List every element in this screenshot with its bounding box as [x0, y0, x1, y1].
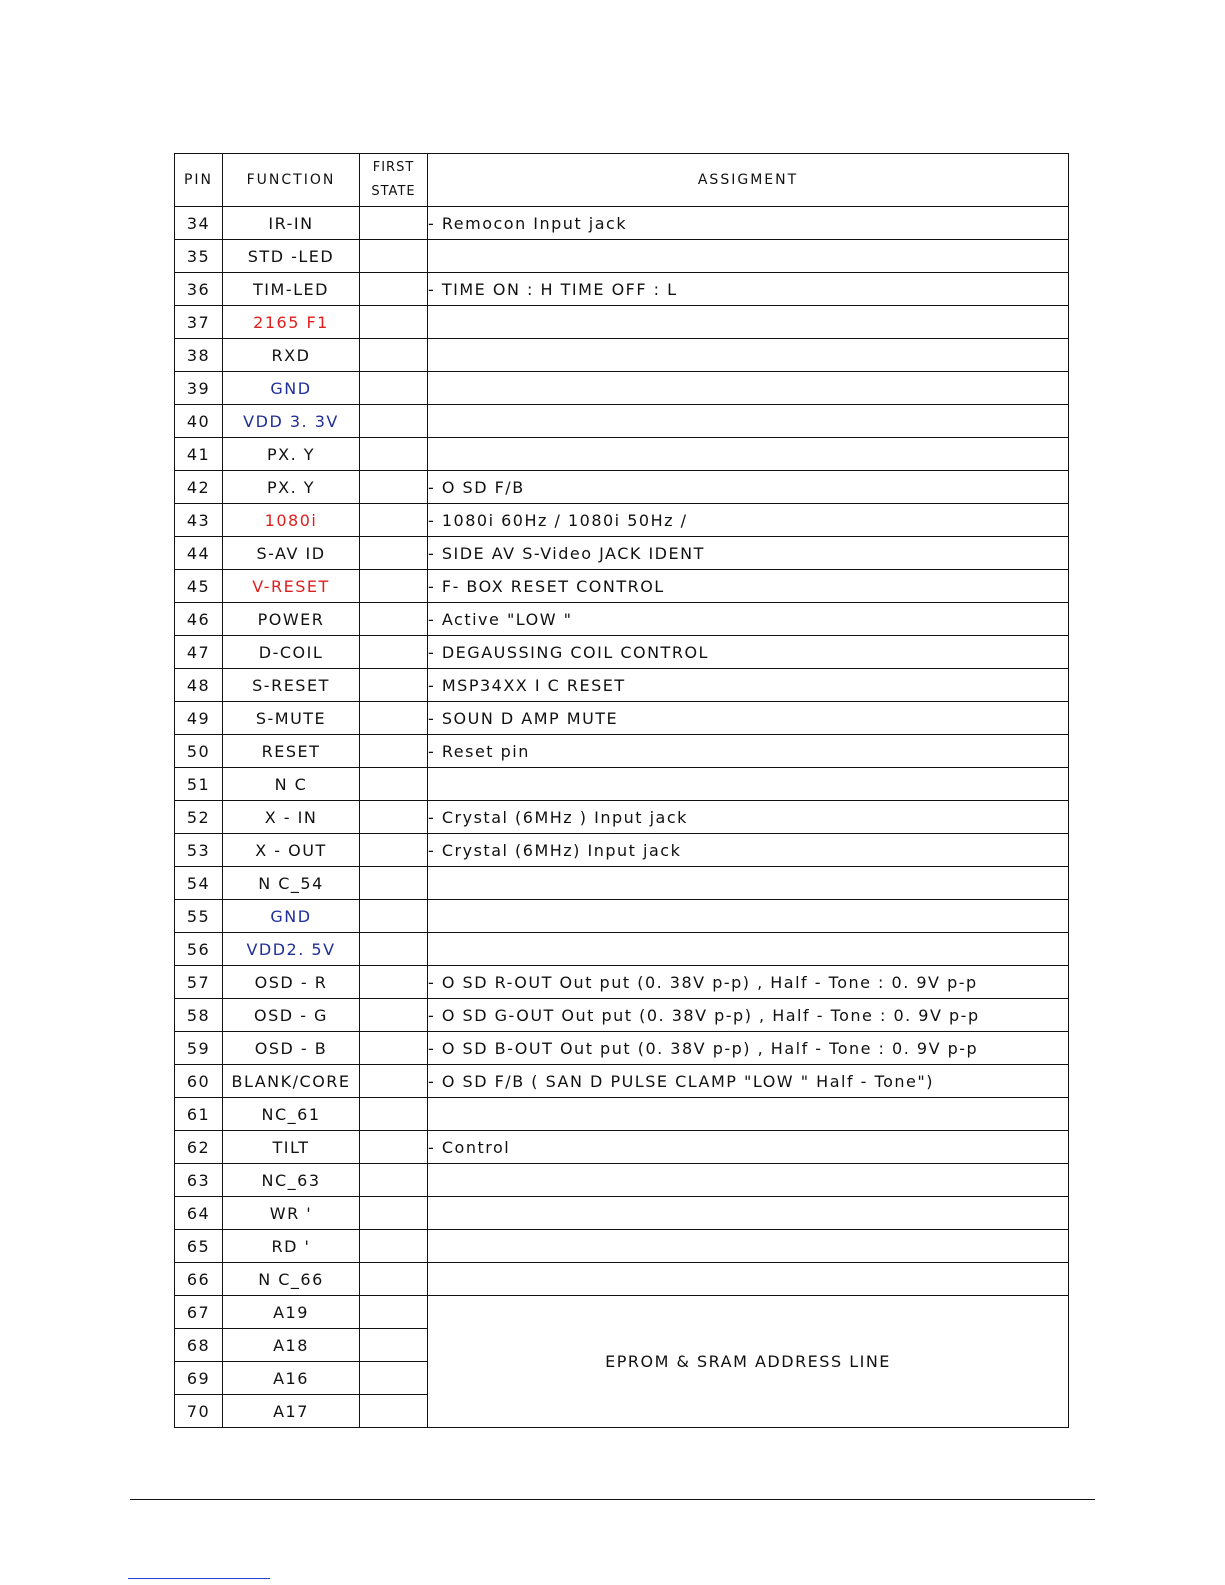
table-row — [175, 900, 1069, 933]
function-cell: RXD — [223, 339, 360, 372]
function-cell: OSD - R — [223, 966, 360, 999]
first-state-cell — [360, 306, 428, 339]
first-state-cell — [360, 273, 428, 306]
assignment-cell: - SIDE AV S-Video JACK IDENT — [428, 537, 1069, 570]
first-state-cell — [360, 999, 428, 1032]
first-state-cell — [360, 966, 428, 999]
function-cell: A17 — [223, 1395, 360, 1428]
first-state-cell — [360, 207, 428, 240]
pin-number-cell: 40 — [175, 405, 223, 438]
function-cell: STD -LED — [223, 240, 360, 273]
function-cell: A18 — [223, 1329, 360, 1362]
pin-number-cell: 41 — [175, 438, 223, 471]
assignment-cell: - O SD G-OUT Out put (0. 38V p-p) , Half - Tone : 0. 9V p-p — [428, 999, 1069, 1032]
assignment-cell — [428, 933, 1069, 966]
function-cell: BLANK/CORE — [223, 1065, 360, 1098]
table-row — [175, 372, 1069, 405]
table-row — [175, 669, 1069, 702]
table-row — [175, 867, 1069, 900]
first-state-cell — [360, 735, 428, 768]
function-cell: TILT — [223, 1131, 360, 1164]
first-state-cell — [360, 1362, 428, 1395]
function-cell: PX. Y — [223, 438, 360, 471]
pin-number-cell: 54 — [175, 867, 223, 900]
first-state-cell — [360, 1197, 428, 1230]
pin-number-cell: 55 — [175, 900, 223, 933]
first-state-cell — [360, 471, 428, 504]
assignment-cell: - DEGAUSSING COIL CONTROL — [428, 636, 1069, 669]
function-cell: VDD 3. 3V — [223, 405, 360, 438]
table-row — [175, 471, 1069, 504]
pin-number-cell: 39 — [175, 372, 223, 405]
pin-number-cell: 56 — [175, 933, 223, 966]
function-cell: RESET — [223, 735, 360, 768]
function-cell: S-RESET — [223, 669, 360, 702]
pin-number-cell: 63 — [175, 1164, 223, 1197]
function-cell: D-COIL — [223, 636, 360, 669]
header-function: FUNCTION — [223, 154, 360, 207]
table-row — [175, 438, 1069, 471]
assignment-cell — [428, 1230, 1069, 1263]
pin-assignment-table — [174, 153, 1069, 1428]
table-row — [175, 1263, 1069, 1296]
assignment-cell — [428, 900, 1069, 933]
assignment-cell: - TIME ON : H TIME OFF : L — [428, 273, 1069, 306]
pin-number-cell: 36 — [175, 273, 223, 306]
assignment-cell — [428, 768, 1069, 801]
pin-number-cell: 49 — [175, 702, 223, 735]
header-pin: PIN — [175, 154, 223, 207]
pin-number-cell: 46 — [175, 603, 223, 636]
pin-number-cell: 64 — [175, 1197, 223, 1230]
table-row — [175, 570, 1069, 603]
assignment-cell: - SOUN D AMP MUTE — [428, 702, 1069, 735]
pin-number-cell: 59 — [175, 1032, 223, 1065]
pin-number-cell: 60 — [175, 1065, 223, 1098]
table-row — [175, 735, 1069, 768]
pin-number-cell: 52 — [175, 801, 223, 834]
assignment-cell — [428, 867, 1069, 900]
first-state-cell — [360, 603, 428, 636]
table-row — [175, 933, 1069, 966]
table-row — [175, 273, 1069, 306]
pin-number-cell: 38 — [175, 339, 223, 372]
pin-number-cell: 47 — [175, 636, 223, 669]
pin-number-cell: 42 — [175, 471, 223, 504]
first-state-cell — [360, 570, 428, 603]
first-state-cell — [360, 900, 428, 933]
table-row — [175, 999, 1069, 1032]
function-cell: A19 — [223, 1296, 360, 1329]
assignment-cell: - O SD B-OUT Out put (0. 38V p-p) , Half - Tone : 0. 9V p-p — [428, 1032, 1069, 1065]
assignment-cell — [428, 1263, 1069, 1296]
table-row — [175, 1065, 1069, 1098]
pin-number-cell: 67 — [175, 1296, 223, 1329]
pin-number-cell: 45 — [175, 570, 223, 603]
header-first-state — [360, 154, 428, 207]
pin-number-cell: 61 — [175, 1098, 223, 1131]
table-row — [175, 768, 1069, 801]
function-cell: N C — [223, 768, 360, 801]
function-cell: 2165 F1 — [223, 306, 360, 339]
table-row — [175, 1164, 1069, 1197]
function-cell: POWER — [223, 603, 360, 636]
assignment-cell: - Active "LOW " — [428, 603, 1069, 636]
function-cell: IR-IN — [223, 207, 360, 240]
first-state-cell — [360, 405, 428, 438]
first-state-cell — [360, 240, 428, 273]
function-cell: S-AV ID — [223, 537, 360, 570]
assignment-cell — [428, 306, 1069, 339]
assignment-cell: - O SD R-OUT Out put (0. 38V p-p) , Half - Tone : 0. 9V p-p — [428, 966, 1069, 999]
table-row — [175, 834, 1069, 867]
table-row — [175, 1098, 1069, 1131]
table-row — [175, 537, 1069, 570]
function-cell: N C_54 — [223, 867, 360, 900]
table-row — [175, 504, 1069, 537]
function-cell: X - IN — [223, 801, 360, 834]
first-state-cell — [360, 933, 428, 966]
pin-number-cell: 37 — [175, 306, 223, 339]
assignment-cell — [428, 405, 1069, 438]
pin-number-cell: 68 — [175, 1329, 223, 1362]
table-row — [175, 240, 1069, 273]
footer-link-underline — [128, 1578, 270, 1579]
table-row — [175, 306, 1069, 339]
function-cell: GND — [223, 372, 360, 405]
footer-divider — [130, 1499, 1095, 1500]
function-cell: X - OUT — [223, 834, 360, 867]
function-cell: RD ' — [223, 1230, 360, 1263]
function-cell: A16 — [223, 1362, 360, 1395]
assignment-cell — [428, 1197, 1069, 1230]
first-state-cell — [360, 702, 428, 735]
table-row — [175, 966, 1069, 999]
first-state-cell — [360, 1131, 428, 1164]
first-state-cell — [360, 867, 428, 900]
function-cell: OSD - B — [223, 1032, 360, 1065]
function-cell: N C_66 — [223, 1263, 360, 1296]
table-row — [175, 207, 1069, 240]
assignment-cell — [428, 240, 1069, 273]
first-state-cell — [360, 801, 428, 834]
pin-number-cell: 65 — [175, 1230, 223, 1263]
first-state-cell — [360, 504, 428, 537]
header-first-state-line2: STATE — [371, 184, 416, 199]
function-cell: V-RESET — [223, 570, 360, 603]
pin-number-cell: 70 — [175, 1395, 223, 1428]
table-row — [175, 1230, 1069, 1263]
pin-number-cell: 66 — [175, 1263, 223, 1296]
function-cell: TIM-LED — [223, 273, 360, 306]
table-row — [175, 339, 1069, 372]
function-cell: S-MUTE — [223, 702, 360, 735]
first-state-cell — [360, 1065, 428, 1098]
assignment-cell: - 1080i 60Hz / 1080i 50Hz / — [428, 504, 1069, 537]
table-row — [175, 1032, 1069, 1065]
first-state-cell — [360, 834, 428, 867]
table-row — [175, 801, 1069, 834]
pin-number-cell: 48 — [175, 669, 223, 702]
pin-number-cell: 62 — [175, 1131, 223, 1164]
first-state-cell — [360, 339, 428, 372]
first-state-cell — [360, 1263, 428, 1296]
first-state-cell — [360, 1164, 428, 1197]
first-state-cell — [360, 1296, 428, 1329]
table-header-row — [175, 154, 1069, 207]
table-row — [175, 1296, 1069, 1329]
function-cell: WR ' — [223, 1197, 360, 1230]
assignment-cell: - Remocon Input jack — [428, 207, 1069, 240]
table-row — [175, 636, 1069, 669]
table-row — [175, 1131, 1069, 1164]
assignment-cell — [428, 339, 1069, 372]
assignment-cell — [428, 1098, 1069, 1131]
table-row — [175, 1197, 1069, 1230]
pin-number-cell: 50 — [175, 735, 223, 768]
pin-number-cell: 57 — [175, 966, 223, 999]
assignment-cell: - MSP34XX I C RESET — [428, 669, 1069, 702]
table-row — [175, 405, 1069, 438]
pin-number-cell: 53 — [175, 834, 223, 867]
function-cell: NC_63 — [223, 1164, 360, 1197]
function-cell: OSD - G — [223, 999, 360, 1032]
first-state-cell — [360, 1032, 428, 1065]
function-cell: GND — [223, 900, 360, 933]
header-assignment: ASSIGMENT — [428, 154, 1069, 207]
first-state-cell — [360, 1098, 428, 1131]
header-first-state-line1: FIRST — [372, 160, 415, 175]
table-body — [175, 207, 1069, 1428]
first-state-cell — [360, 669, 428, 702]
pin-number-cell: 51 — [175, 768, 223, 801]
first-state-cell — [360, 1230, 428, 1263]
pin-number-cell: 43 — [175, 504, 223, 537]
pin-number-cell: 69 — [175, 1362, 223, 1395]
first-state-cell — [360, 438, 428, 471]
table-row — [175, 603, 1069, 636]
pin-number-cell: 44 — [175, 537, 223, 570]
function-cell: PX. Y — [223, 471, 360, 504]
table-row — [175, 702, 1069, 735]
assignment-cell: - F- BOX RESET CONTROL — [428, 570, 1069, 603]
assignment-cell: - Crystal (6MHz) Input jack — [428, 834, 1069, 867]
assignment-cell: - Control — [428, 1131, 1069, 1164]
first-state-cell — [360, 636, 428, 669]
first-state-cell — [360, 1329, 428, 1362]
assignment-cell — [428, 1164, 1069, 1197]
function-cell: VDD2. 5V — [223, 933, 360, 966]
assignment-cell: - Crystal (6MHz ) Input jack — [428, 801, 1069, 834]
first-state-cell — [360, 372, 428, 405]
address-line-assignment-cell: EPROM & SRAM ADDRESS LINE — [428, 1296, 1069, 1428]
function-cell: NC_61 — [223, 1098, 360, 1131]
first-state-cell — [360, 1395, 428, 1428]
pin-number-cell: 35 — [175, 240, 223, 273]
assignment-cell: - O SD F/B — [428, 471, 1069, 504]
first-state-cell — [360, 768, 428, 801]
assignment-cell — [428, 438, 1069, 471]
assignment-cell — [428, 372, 1069, 405]
pin-number-cell: 58 — [175, 999, 223, 1032]
function-cell: 1080i — [223, 504, 360, 537]
assignment-cell: - O SD F/B ( SAN D PULSE CLAMP "LOW " Half - Tone") — [428, 1065, 1069, 1098]
assignment-cell: - Reset pin — [428, 735, 1069, 768]
pin-number-cell: 34 — [175, 207, 223, 240]
first-state-cell — [360, 537, 428, 570]
